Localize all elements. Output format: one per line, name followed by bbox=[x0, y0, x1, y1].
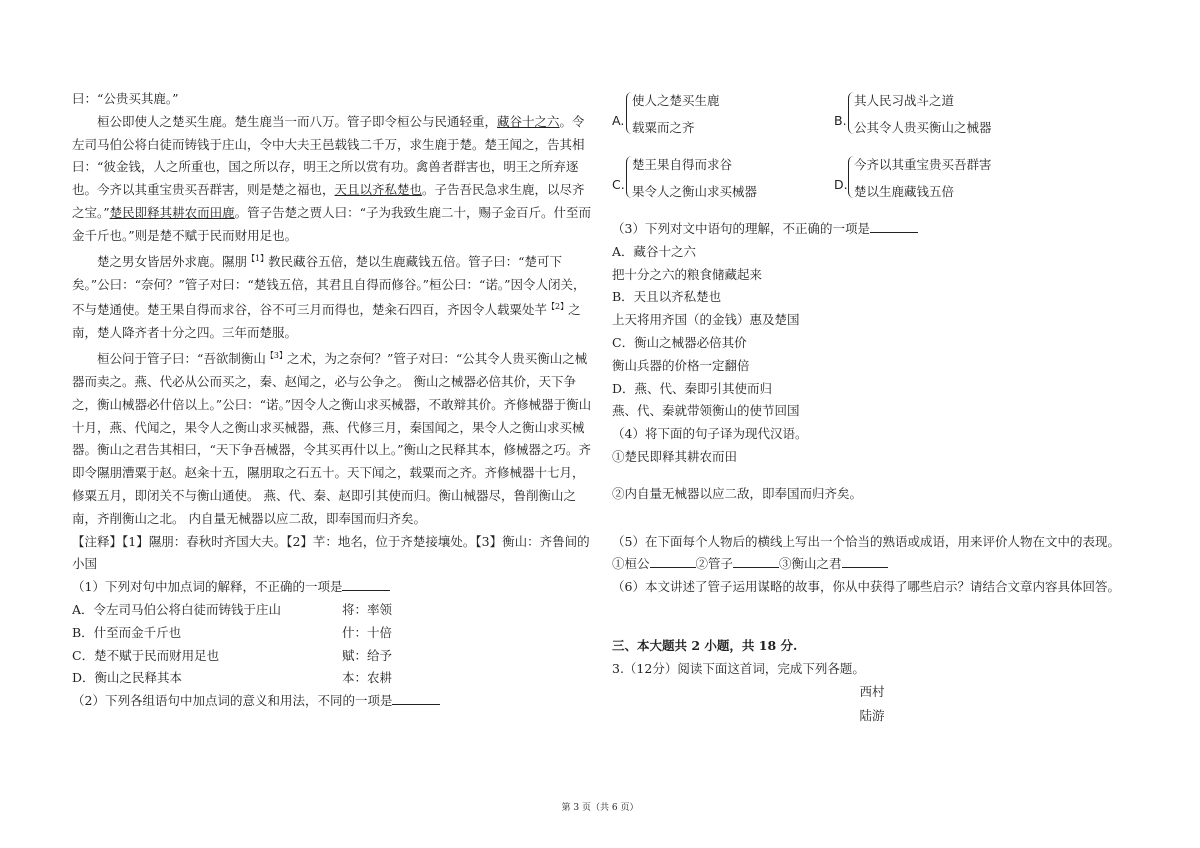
question-7: 3.（12分）阅读下面这首词，完成下列各题。 bbox=[612, 660, 865, 676]
section-heading: 三、本大题共 2 小题，共 18 分. bbox=[612, 637, 798, 653]
passage-line: 曰：“公贵买其鹿。” bbox=[72, 91, 179, 106]
q5-item: ②管子 bbox=[695, 556, 734, 572]
answer-blank[interactable] bbox=[733, 555, 779, 568]
text: 桓公问于管子曰：“吾欲制衡山 bbox=[97, 351, 266, 367]
answer-blank[interactable] bbox=[342, 578, 390, 591]
question-6: （6）本文讲述了管子运用谋略的故事，你从中获得了哪些启示？请结合文章内容具体回答。 bbox=[612, 579, 1120, 595]
text: 之南，楚人降齐者十分之四。三年而楚服。 bbox=[72, 302, 581, 341]
underlined-text: 楚民即释其耕农而田鹿 bbox=[109, 204, 235, 220]
answer-blank[interactable] bbox=[842, 555, 888, 568]
answer-blank[interactable] bbox=[870, 220, 918, 233]
question-3 bbox=[612, 218, 1132, 241]
footnote-marker: 【1】 bbox=[247, 253, 269, 263]
q5-item: ①桓公 bbox=[612, 556, 650, 572]
right-questions bbox=[612, 218, 1132, 728]
q1-option[interactable] bbox=[72, 622, 592, 645]
text: 。子告吾民急求生鹿，以尽齐之宝。” bbox=[72, 182, 585, 220]
left-column bbox=[72, 88, 592, 713]
text: 之术，为之奈何？”管子对曰：“公其令人贵买衡山之械器而卖之。燕、代必从公而买之，秦、赵闻之，必与公争之。 衡山之械器必倍其价，天下争之，衡山械器必什倍以上。”公曰：“诺。”因令人之衡山求买械器，不敢辩其价。齐修械器于衡山十月，燕、代闻之，果令人之衡山求买械器，燕、代修三月，秦国闻之，果令人之衡山求买械器。衡山之君告其相曰，“天下争吾械器，令其买再什以上。”衡山之民释其本，修械器之巧。齐即令隰朋漕粟于赵。赵籴十五，隰朋取之石五十。天下闻之，载粟而之齐。齐修械器十七月，修粟五月，即闭关不与衡山通使。 燕、代、秦、赵即引其使而归。衡山械器尽，鲁削衡山之南，齐削衡山之北。 内自量无械器以应二敌，即奉国而归齐矣。 bbox=[72, 351, 592, 526]
question-2 bbox=[72, 690, 592, 713]
underlined-text: 藏谷十之六 bbox=[497, 113, 560, 129]
q3-option-gloss: 燕、代、秦就带领衡山的使节回国 bbox=[612, 403, 800, 419]
footnote-marker: 【3】 bbox=[265, 351, 287, 361]
option-gloss: 赋：给予 bbox=[342, 647, 393, 663]
text: 桓公即使人之楚买生鹿。楚生鹿当一而八万。管子即令桓公与民通轻重， bbox=[97, 113, 498, 129]
question-text: （3）下列对文中语句的理解，不正确的一项是 bbox=[612, 221, 870, 236]
q4-sentence-2: ②内自量无械器以应二敌，即奉国而归齐矣。 bbox=[612, 485, 863, 501]
footnote-marker: 【2】 bbox=[547, 302, 569, 312]
q3-option-gloss: 衡山兵器的价格一定翻倍 bbox=[612, 357, 750, 373]
option-line: 楚王果自得而求谷 bbox=[632, 157, 733, 172]
passage-paragraph-3 bbox=[72, 345, 592, 531]
text: 楚之男女皆居外求鹿。隰朋 bbox=[97, 253, 248, 269]
poem-title: 西村 bbox=[859, 683, 885, 699]
question-4: （4）将下面的句子译为现代汉语。 bbox=[612, 426, 808, 442]
text: 。管子告楚之贾人曰：“子为我致生鹿二十，赐子金百斤。什至而金千斤也。”则是楚不赋于民而财用足也。 bbox=[72, 204, 592, 243]
option-gloss: 将：率领 bbox=[342, 602, 393, 617]
option-letter: A. bbox=[612, 113, 625, 128]
option-line: 其人民习战斗之道 bbox=[854, 93, 955, 108]
q3-option-gloss: 上天将用齐国（的金钱）惠及楚国 bbox=[612, 312, 800, 328]
option-text: D．衡山之民释其本 bbox=[72, 670, 183, 686]
q3-option[interactable]: B．天且以齐私楚也 bbox=[612, 289, 722, 305]
question-text: （2）下列各组语句中加点词的意义和用法，不同的一项是 bbox=[72, 693, 393, 709]
option-letter: D. bbox=[834, 177, 848, 192]
option-line: 果令人之衡山求买械器 bbox=[632, 184, 758, 199]
option-gloss: 什：十倍 bbox=[342, 624, 393, 640]
annotation-note: 【注释】【1】隰朋：春秋时齐国大夫。【2】芊：地名，位于齐楚接壤处。【3】衡山：齐鲁间的小国 bbox=[72, 533, 590, 572]
q3-option[interactable]: D．燕、代、秦即引其使而归 bbox=[612, 380, 773, 396]
text: 教民藏谷五倍，楚以生鹿藏钱五倍。管子曰：“楚可下矣。”公曰：“奈何？”管子对曰：“楚钱五倍，其君且自得而修谷。”桓公曰：“诺。”因令人闭关，不与楚通使。楚王果自得而求谷，谷不可三月而得也，楚籴石四百，齐因令人载粟处芊 bbox=[72, 253, 586, 318]
option-line: 楚以生鹿藏钱五倍 bbox=[854, 184, 955, 199]
underlined-text: 天且以齐私楚也 bbox=[334, 182, 423, 198]
option-text: C．楚不赋于民而财用足也 bbox=[72, 647, 220, 663]
question-1 bbox=[72, 576, 592, 599]
option-text: A．令左司马伯公将白徒而铸钱于庄山 bbox=[72, 602, 282, 617]
option-letter: C. bbox=[612, 177, 625, 192]
q3-option[interactable]: A．藏谷十之六 bbox=[612, 243, 697, 259]
page-footer: 第 3 页（共 6 页） bbox=[561, 803, 639, 813]
poem-author: 陆游 bbox=[859, 708, 885, 724]
q5-blanks bbox=[612, 553, 1132, 576]
option-letter: B. bbox=[834, 113, 847, 128]
option-text: B．什至而金千斤也 bbox=[72, 624, 182, 640]
passage-paragraph-1 bbox=[72, 111, 592, 248]
answer-blank[interactable] bbox=[392, 692, 440, 705]
answer-blank[interactable] bbox=[650, 555, 696, 568]
option-line: 公其令人贵买衡山之械器 bbox=[854, 120, 992, 135]
question-5: （5）在下面每个人物后的横线上写出一个恰当的熟语或成语，用来评价人物在文中的表现。 bbox=[612, 533, 1120, 549]
right-column bbox=[612, 90, 1132, 724]
q5-item: ③衡山之君 bbox=[779, 556, 842, 572]
q1-option[interactable] bbox=[72, 667, 592, 690]
option-line: 使人之楚买生鹿 bbox=[632, 93, 720, 108]
q1-option[interactable] bbox=[72, 599, 592, 622]
passage-paragraph-2 bbox=[72, 248, 592, 346]
option-gloss: 本：农耕 bbox=[342, 670, 393, 686]
q1-option[interactable] bbox=[72, 645, 592, 668]
q3-option[interactable]: C．衡山之械器必倍其价 bbox=[612, 334, 747, 350]
option-line: 载粟而之齐 bbox=[632, 120, 695, 135]
q3-option-gloss: 把十分之六的粮食储藏起来 bbox=[612, 266, 763, 282]
text: 。令左司马伯公将白徒而铸钱于庄山，令中大夫王邑载钱二千万，求生鹿于楚。楚王闻之，告其相曰：“彼金钱，人之所重也，国之所以存，明王之所以赏有功。禽兽者群害也，明王之所弃逐也。今齐以其重宝贵买吾群害，则是楚之福也， bbox=[72, 113, 585, 198]
q4-sentence-1: ①楚民即释其耕农而田 bbox=[612, 448, 738, 464]
q1-options bbox=[72, 599, 592, 690]
question-text: （1）下列对句中加点词的解释，不正确的一项是 bbox=[72, 579, 343, 595]
option-line: 今齐以其重宝贵买吾群害 bbox=[854, 157, 992, 172]
